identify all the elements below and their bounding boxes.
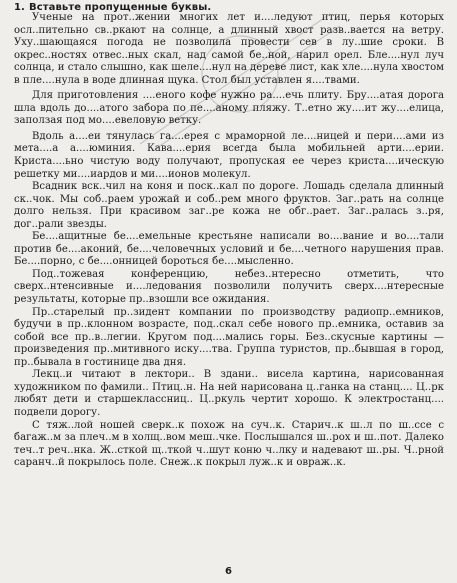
task-number: 1. bbox=[14, 2, 25, 13]
paragraph: С тяж..лой ношей сверк..к похож на суч..к. Старич..к ш..л по ш..ссе с багаж..м за плеч..м в холщ..вом меш..чке. Послышался ш..рох и ш..пот. Далеко теч..т реч..нка. Ж..сткой щ..ткой ч..шут коню ч..лку и надевают ш..ры. Ч..рной саранч..й покрылось поле. Снеж..к покрыл луж..к и овраж..к. bbox=[14, 419, 444, 469]
task-instruction: Вставьте пропущенные буквы. bbox=[28, 2, 212, 13]
paragraph: Для приготовления ....еного кофе нужно ра....ечь плиту. Бру....атая дорога шла вдоль до....атого забора по пе....аному пляжу. Т..етно жу....ит жу....елица, заползая под мо....евеловую ветку. bbox=[14, 90, 444, 127]
exercise-text bbox=[14, 12, 444, 470]
paragraph: Ученые на прот..жении многих лет и....ледуют птиц, перья которых осл..пительно св..ркают на солнце, а длинный хвост разв..вается на ветру. Уху..шающаяся погода не позволила провести сев в лу..шие сроки. В окрес..ностях отвес..ных скал, над самой бе..ной, нарил орел. Бле....нул луч солнца, и стало слышно, как шеле....нул на дереве лист, как хле....нула хвостом в пле....нула в воде длинная щука. Стол был уставлен я....твами. bbox=[14, 12, 445, 86]
paragraph: Под..тожевая конференцию, небез..нтересно отметить, что сверх..нтенсивные и....ледования позволили получить сверх....нтересные результаты, которые пр..взошли все ожидания. bbox=[14, 268, 444, 306]
paragraph: Лекц..и читают в лектори.. В здани.. висела картина, нарисованная художником по фамили.. Птиц..н. На ней нарисована ц..ганка на станц.... Ц..рк любят дети и старшеклассниц.. Ц..ркуль чертит хорошо. К электростанц.... подвели дорогу. bbox=[14, 369, 444, 418]
page-number: 6 bbox=[225, 566, 232, 577]
paragraph: Пр..старелый пр..зидент компании по производству радиопр..емников, будучи в пр..клонном возрасте, под..скал себе нового пр..емника, оставив за собой все пр..в..легии. Кругом под....мались горы. Без..скусные картины — произведения пр..митивного иску....тва. Группа туристов, пр..бывшая в город, пр..бывала в гостинице два дня. bbox=[14, 306, 444, 368]
paragraph: Бе....ащитные бе....емельные крестьяне написали во....вание и во....тали против бе....аконий, бе....человечных условий и бе....четного нарушения прав. Бе....порно, с бе....онницей бороться бе....мысленно. bbox=[14, 231, 444, 268]
paragraph: Всадник вск..чил на коня и поск..кал по дороге. Лошадь сделала длинный ск..чок. Мы соб..раем урожай и соб..рем много фруктов. Заг..рать на солнце долго нельзя. При красивом заг..ре кожа не обг..рает. Заг..ралась з..ря, дог..рали звезды. bbox=[14, 181, 444, 230]
paragraph: Вдоль а....еи тянулась га....ерея с мраморной ле....ницей и пери....ами из мета....а а....юминия. Кава....ерия всегда была мобильней арти....ерии. Криста....ьно чистую воду получают, пропуская ее через криста....ическую решетку ми....иардов и ми....ионов молекул. bbox=[14, 130, 444, 180]
